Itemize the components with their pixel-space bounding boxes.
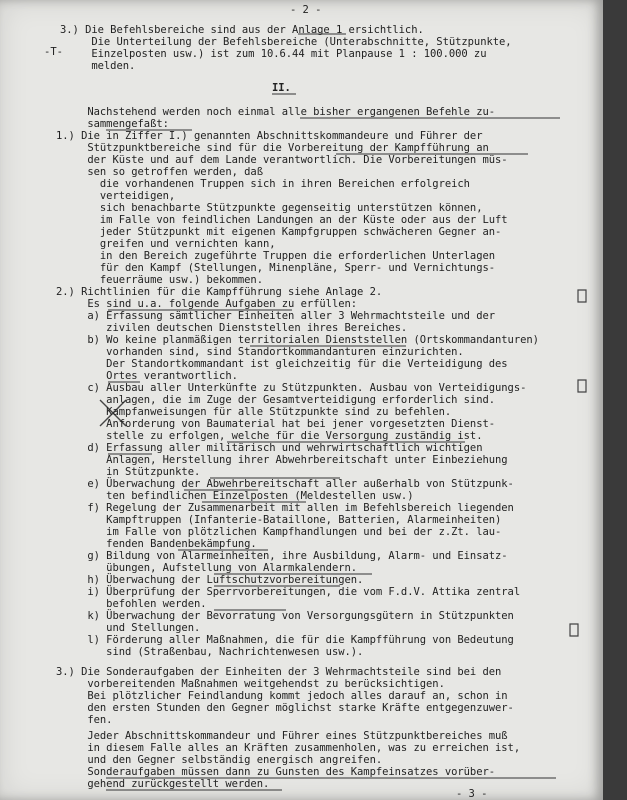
list-item: g) Bildung von Alarmeinheiten, ihre Ausbildung, Alarm- und Einsatz-: [56, 550, 508, 562]
text-line: verteidigen,: [56, 190, 176, 202]
text-line: 2.) Richtlinien für die Kampfführung siehe Anlage 2.: [56, 286, 383, 298]
text-line: Nachstehend werden noch einmal alle bisher ergangenen Befehle zu-: [56, 106, 496, 118]
list-item: k) Überwachung der Bevorratung von Versorgungsgütern in Stützpunkten: [56, 610, 514, 622]
footer-page-number: - 3 -: [456, 788, 488, 800]
text-line: feuerräume usw.) bekommen.: [56, 274, 263, 286]
text-line: fen.: [56, 714, 113, 726]
text-line: Einzelposten usw.) ist zum 10.6.44 mit Planpause 1 : 100.000 zu: [60, 48, 487, 60]
text-line: gehend zurückgestellt werden.: [56, 778, 270, 790]
text-line: die vorhandenen Truppen sich in ihren Bereichen erfolgreich: [56, 178, 470, 190]
list-item: h) Überwachung der Luftschutzvorbereitungen.: [56, 574, 364, 586]
text-line: Stützpunktbereiche sind für die Vorbereitung der Kampfführung an: [56, 142, 489, 154]
text-line: sammengefaßt:: [56, 118, 169, 130]
text-line: Ortes verantwortlich.: [56, 370, 238, 382]
text-line: 3.) Die Sonderaufgaben der Einheiten der 3 Wehrmachtsteile sind bei den: [56, 666, 502, 678]
text-line: Anforderung von Baumaterial hat bei jener vorgesetzten Dienst-: [56, 418, 496, 430]
text-line: Jeder Abschnittskommandeur und Führer eines Stützpunktbereiches muß: [56, 730, 508, 742]
text-line: sich benachbarte Stützpunkte gegenseitig unterstützen können,: [56, 202, 483, 214]
text-line: vorbereitenden Maßnahmen weitgehendst zu berücksichtigen.: [56, 678, 445, 690]
list-item: b) Wo keine planmäßigen territorialen Dienststellen (Ortskommandanturen): [56, 334, 539, 346]
text-line: in Stützpunkte.: [56, 466, 201, 478]
text-line: zivilen deutschen Dienststellen ihres Bereiches.: [56, 322, 408, 334]
text-line: übungen, Aufstellung von Alarmkalendern.: [56, 562, 358, 574]
text-line: Es sind u.a. folgende Aufgaben zu erfüllen:: [56, 298, 358, 310]
text-line: anlagen, die im Zuge der Gesamtverteidigung erforderlich sind.: [56, 394, 496, 406]
text-line: im Falle von plötzlichen Kampfhandlungen und bei der z.Zt. lau-: [56, 526, 502, 538]
text-line: für den Kampf (Stellungen, Minenpläne, Sperr- und Vernichtungs-: [56, 262, 496, 274]
list-item: l) Förderung aller Maßnahmen, die für die Kampfführung von Bedeutung: [56, 634, 514, 646]
text-line: in diesem Falle alles an Kräften zusammenholen, was zu erreichen ist,: [56, 742, 521, 754]
page-number: - 2 -: [290, 4, 322, 16]
text-line: den ersten Stunden den Gegner möglichst starke Kräfte entgegenzuwer-: [56, 702, 514, 714]
text-line: 1.) Die in Ziffer I.) genannten Abschnittskommandeure und Führer der: [56, 130, 483, 142]
list-item: f) Regelung der Zusammenarbeit mit allen im Befehlsbereich liegenden: [56, 502, 514, 514]
text-line: Kampfanweisungen für alle Stützpunkte sind zu befehlen.: [56, 406, 452, 418]
text-line: sen so getroffen werden, daß: [56, 166, 263, 178]
text-line: sind (Straßenbau, Nachrichtenwesen usw.).: [56, 646, 364, 658]
text-line: ten befindlichen Einzelposten (Meldestellen usw.): [56, 490, 414, 502]
text-line: und den Gegner selbständig energisch angreifen.: [56, 754, 383, 766]
text-line: 3.) Die Befehlsbereiche sind aus der Anlage 1 ersichtlich.: [60, 24, 424, 36]
text-line: Die Unterteilung der Befehlsbereiche (Unterabschnitte, Stützpunkte,: [60, 36, 512, 48]
text-line: Anlagen, Herstellung ihrer Abwehrbereitschaft unter Einbeziehung: [56, 454, 508, 466]
list-item: e) Überwachung der Abwehrbereitschaft aller außerhalb von Stützpunk-: [56, 478, 514, 490]
text-line: jeder Stützpunkt mit eigenen Kampfgruppen schwächeren Gegner an-: [56, 226, 502, 238]
text-line: Kampftruppen (Infanterie-Bataillone, Batterien, Alarmeinheiten): [56, 514, 502, 526]
scan-edge: [603, 0, 627, 800]
list-item: i) Überprüfung der Sperrvorbereitungen, die vom F.d.V. Attika zentral: [56, 586, 521, 598]
text-line: Sonderaufgaben müssen dann zu Gunsten des Kampfeinsatzes vorüber-: [56, 766, 496, 778]
text-line: der Küste und auf dem Lande verantwortlich. Die Vorbereitungen müs-: [56, 154, 508, 166]
margin-mark: -T-: [44, 46, 63, 58]
text-line: Der Standortkommandant ist gleichzeitig für die Verteidigung des: [56, 358, 508, 370]
text-line: stelle zu erfolgen, welche für die Versorgung zuständig ist.: [56, 430, 483, 442]
text-line: und Stellungen.: [56, 622, 201, 634]
list-item: c) Ausbau aller Unterkünfte zu Stützpunkten. Ausbau von Verteidigungs-: [56, 382, 527, 394]
text-line: vorhanden sind, sind Standortkommandanturen einzurichten.: [56, 346, 464, 358]
text-line: greifen und vernichten kann,: [56, 238, 276, 250]
list-item: d) Erfassung aller militärisch und wehrwirtschaftlich wichtigen: [56, 442, 483, 454]
text-line: melden.: [60, 60, 136, 72]
text-line: befohlen werden.: [56, 598, 207, 610]
text-line: fenden Bandenbekämpfung.: [56, 538, 257, 550]
list-item: a) Erfassung sämtlicher Einheiten aller 3 Wehrmachtsteile und der: [56, 310, 496, 322]
section-title: II.: [272, 82, 291, 94]
text-line: in den Bereich zugeführte Truppen die erforderlichen Unterlagen: [56, 250, 496, 262]
text-line: Bei plötzlicher Feindlandung kommt jedoch alles darauf an, schon in: [56, 690, 508, 702]
text-line: im Falle von feindlichen Landungen an der Küste oder aus der Luft: [56, 214, 508, 226]
